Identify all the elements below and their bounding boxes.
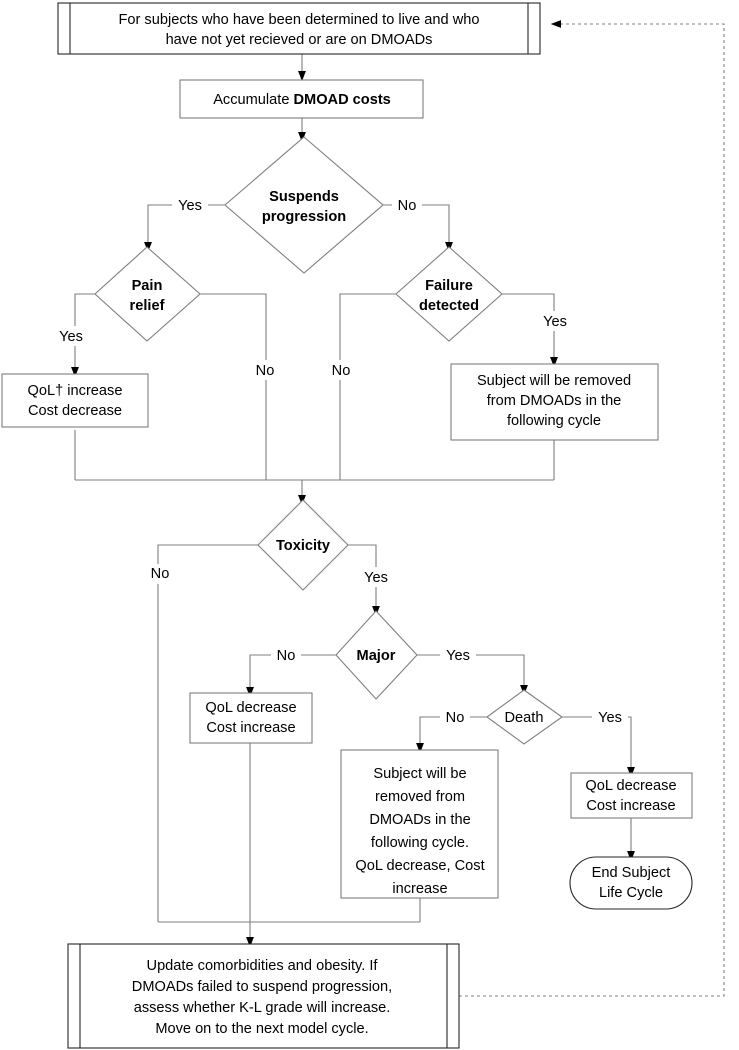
label-suspends-yes: Yes (178, 197, 202, 214)
connector-pain-no (200, 294, 266, 480)
node-pain-relief (95, 247, 200, 341)
node-qol-decrease-death (571, 773, 692, 818)
removed-line1: Subject will be removed (476, 372, 632, 389)
qol-minor-line2: Cost increase (206, 719, 296, 736)
update-line3: assess whether K-L grade will increase. (133, 999, 391, 1016)
node-removed-following-cycle (451, 364, 658, 440)
suspends-line1: Suspends (269, 188, 339, 205)
label-major-yes: Yes (446, 647, 470, 664)
end-subject-line2: Life Cycle (598, 884, 664, 901)
label-toxicity-yes: Yes (364, 569, 388, 586)
qol-increase-line1: QoL† increase (27, 382, 123, 399)
removed-line2: from DMOADs in the (486, 392, 622, 409)
removed-line3: following cycle (506, 412, 602, 429)
edge-label-major-yes (440, 645, 476, 665)
qol-increase-line2: Cost decrease (27, 402, 123, 419)
edge-label-pain-no (250, 360, 280, 380)
failure-detected-line1: Failure (425, 277, 473, 294)
label-failure-no: No (331, 362, 351, 379)
failure-detected-line2: detected (418, 297, 480, 314)
update-line2: DMOADs failed to suspend progression, (131, 978, 393, 995)
removed2-line3: DMOADs in the (369, 811, 471, 828)
node-qol-increase (2, 374, 148, 427)
label-toxicity-no: No (150, 565, 170, 582)
removed2-line6: increase (392, 880, 448, 897)
removed2-line5: QoL decrease, Cost (355, 857, 485, 874)
node-entry (58, 3, 540, 54)
node-update-comorbidities (68, 944, 459, 1048)
label-pain-no: No (255, 362, 275, 379)
qol-minor-line1: QoL decrease (205, 699, 297, 716)
edge-label-death-yes (592, 707, 628, 727)
node-failure-detected (396, 247, 502, 341)
edge-label-pain-yes (53, 326, 89, 346)
pain-relief-line1: Pain (131, 277, 163, 294)
edge-label-toxicity-no (145, 564, 175, 584)
label-pain-yes: Yes (59, 328, 83, 345)
node-suspends-progression (225, 137, 383, 273)
death-line1: Death (504, 709, 544, 726)
end-subject-line1: End Subject (591, 864, 671, 881)
edge-label-suspends-no (392, 195, 422, 215)
label-failure-yes: Yes (543, 313, 567, 330)
qol-death-line2: Cost increase (586, 797, 676, 814)
update-line1: Update comorbidities and obesity. If (146, 957, 378, 974)
edge-label-toxicity-yes (358, 567, 394, 587)
toxicity-line1: Toxicity (275, 537, 331, 554)
edge-label-suspends-yes (172, 195, 208, 215)
edge-label-failure-yes (537, 311, 573, 331)
label-death-no: No (445, 709, 465, 726)
node-major (336, 611, 417, 699)
node-qol-decrease-minor (190, 693, 312, 743)
qol-death-line1: QoL decrease (585, 777, 677, 794)
edge-label-major-no (271, 645, 301, 665)
entry-line1: For subjects who have been determined to live and who (118, 11, 480, 28)
connector-feedback-loop (459, 24, 724, 996)
entry-line2: have not yet recieved or are on DMOADs (165, 31, 433, 48)
suspends-line2: progression (261, 208, 347, 225)
accumulate-bold: DMOAD costs (293, 91, 391, 108)
node-removed-qol-decrease (341, 750, 498, 898)
node-death (487, 690, 562, 744)
removed2-line2: removed from (374, 788, 466, 805)
edge-label-failure-no (326, 360, 356, 380)
node-accumulate-dmoad-costs (180, 80, 423, 118)
label-suspends-no: No (397, 197, 417, 214)
node-toxicity (258, 500, 348, 590)
pain-relief-line2: relief (129, 297, 165, 314)
update-line4: Move on to the next model cycle. (155, 1020, 369, 1037)
removed2-line4: following cycle. (370, 834, 470, 851)
connector-failure-no (340, 294, 396, 480)
accumulate-label (213, 92, 391, 108)
node-end-subject-life-cycle (570, 857, 692, 909)
edge-label-death-no (440, 707, 470, 727)
major-line1: Major (356, 647, 396, 664)
label-death-yes: Yes (598, 709, 622, 726)
removed2-line1: Subject will be (373, 765, 467, 782)
label-major-no: No (276, 647, 296, 664)
accumulate-regular: Accumulate (213, 91, 294, 108)
